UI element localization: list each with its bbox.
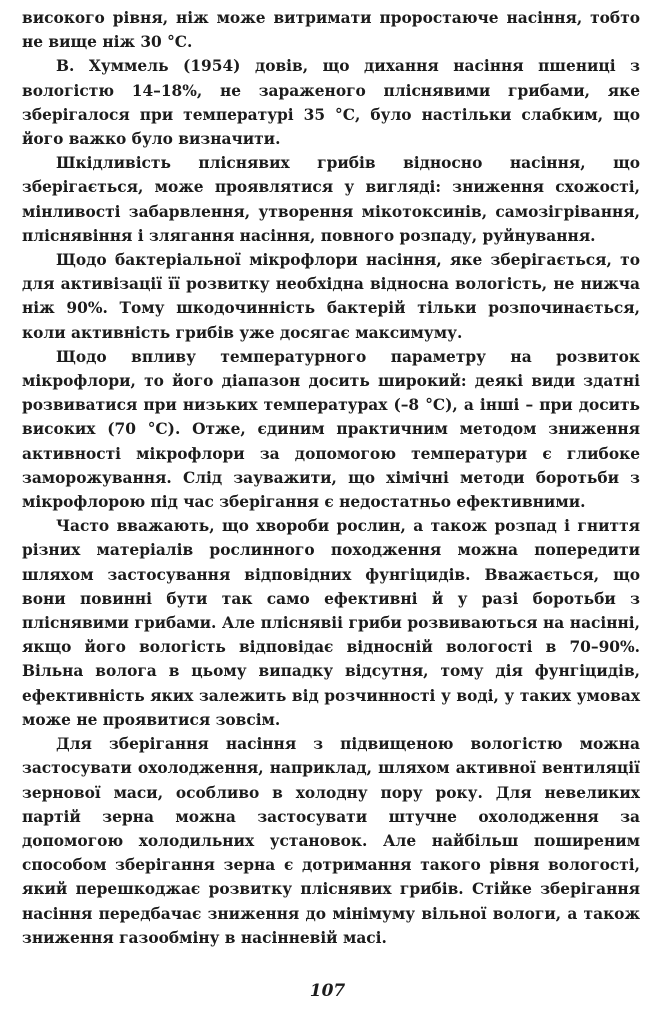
paragraph-storage: Для зберігання насіння з підвищеною вологістю можна застосувати охолодження, наприклад, шляхом активної вентиляції зернової маси, особливо в холодну пору року. Для невеликих партій зерна можна застосувати штучне охолодження за допомогою холодильних установок. Але найбільш поширеним способом зберігання зерна є дотримання такого рівня вологості, який перешкоджає розвитку пліснявих грибів. Стійке зберігання насіння передбачає зниження до мінімуму вільної вологи, а також зниження газообміну в насінневій масі. (22, 735, 640, 947)
paragraph-hummel: В. Хуммель (1954) довів, що дихання насіння пшениці з вологістю 14–18%, не зараженого пліснявими грибами, яке зберігалося при температурі 35 °С, було настільки слабким, що його важко було визначити. (22, 57, 640, 149)
paragraph-bacteria: Щодо бактеріальної мікрофлори насіння, яке зберігається, то для активізації її розвитку необхідна відносна вологість, не нижча ніж 90%. Тому шкодочинність бактерій тільки розпочинається, коли активність грибів уже досягає максимуму. (22, 251, 640, 342)
paragraph-temperature: Щодо впливу температурного параметру на розвиток мікрофлори, то його діапазон досить широкий: деякі види здатні розвиватися при низьких температурах (–8 °С), а інші – при досить високих (70 °С). Отже, єдиним практичним методом зниження активності мікрофлори за допомогою температури є глибоке заморожування. Слід зауважити, що хімічні методи боротьби з мікрофлорою під час зберігання є недостатньо ефективними. (22, 347, 640, 512)
page-number: 107 (309, 981, 346, 1001)
paragraph-fungicides: Часто вважають, що хвороби рослин, а також розпад і гниття різних матеріалів рослинного походження можна попередити шляхом застосування відповідних фунгіцидів. Вважається, що вони повинні бути так само ефективні й у разі боротьби з пліснявими грибами. Але пліснявіі гриби розвиваються на насінні, якщо його вологість відповідає відносній вологості в 70–90%. Вільна волога в цьому випадку відсутня, тому дія фунгіцидів, ефективність яких залежить від розчинності у воді, у таких умовах може не проявитися зовсім. (22, 517, 640, 729)
paragraph-continuation: високого рівня, ніж може витримати проростаюче насіння, тобто не вище ніж 30 °С. (22, 9, 640, 52)
paragraph-mold-harm: Шкідливість пліснявих грибів відносно насіння, що зберігається, може проявлятися у вигляді: зниження схожості, мінливості забарвлення, утворення мікотоксинів, самозігрівання, пліснявіння і злягання насіння, повного розпаду, руйнування. (22, 154, 640, 245)
page-body (22, 6, 640, 950)
